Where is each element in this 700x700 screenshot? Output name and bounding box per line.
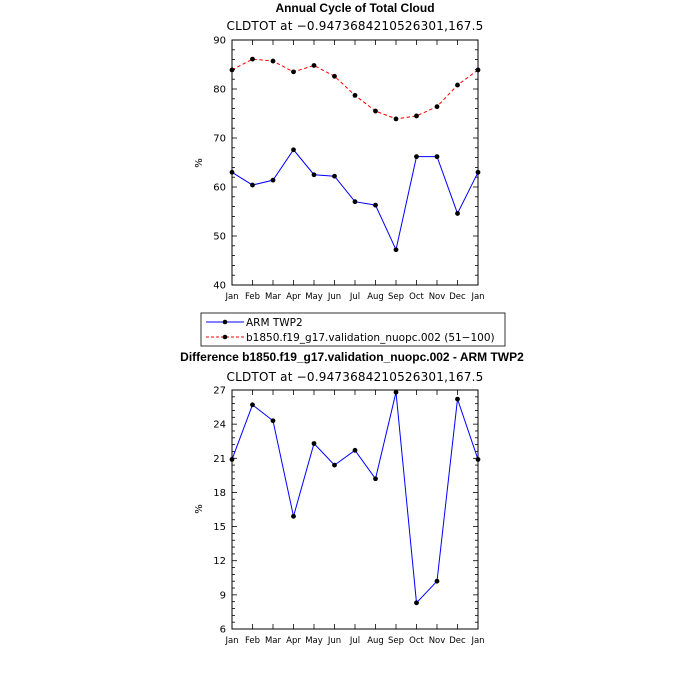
data-point — [394, 390, 399, 395]
y-tick-label: 24 — [213, 419, 226, 431]
data-point — [476, 170, 481, 175]
data-point — [353, 93, 358, 98]
chart-title: Difference b1850.f19_g17.validation_nuopc.002 - ARM TWP2 — [180, 350, 524, 364]
x-tick-label: Sep — [387, 292, 405, 302]
x-tick-label: Nov — [428, 636, 446, 646]
data-point — [312, 63, 317, 68]
data-point — [476, 67, 481, 72]
legend-marker-model — [223, 335, 228, 340]
data-point — [271, 178, 276, 183]
data-point — [435, 579, 440, 584]
x-tick-label: Jul — [349, 292, 361, 302]
x-tick-label: Jan — [471, 292, 485, 302]
data-point — [291, 514, 296, 519]
data-point — [373, 476, 378, 481]
data-point — [271, 418, 276, 423]
y-tick-label: 15 — [213, 522, 226, 534]
x-tick-label: Jan — [225, 292, 239, 302]
chart-subtitle: CLDTOT at −0.9473684210526301,167.5 — [226, 19, 484, 33]
x-tick-label: Aug — [367, 636, 384, 646]
x-tick-label: May — [305, 636, 323, 646]
data-point — [455, 83, 460, 88]
legend-marker-arm — [223, 320, 228, 325]
plot-frame — [232, 40, 478, 285]
x-tick-label: Dec — [449, 636, 466, 646]
legend — [201, 313, 505, 346]
y-tick-label: 21 — [213, 453, 226, 465]
data-point — [250, 57, 255, 62]
series-line — [232, 59, 478, 119]
data-point — [394, 247, 399, 252]
data-point — [373, 109, 378, 114]
x-tick-label: Oct — [409, 292, 424, 302]
y-tick-label: 27 — [213, 385, 226, 397]
x-tick-label: Apr — [286, 636, 301, 646]
x-tick-label: Oct — [409, 636, 424, 646]
plot-area-difference — [213, 386, 484, 647]
data-point — [332, 74, 337, 79]
data-point — [414, 114, 419, 119]
y-tick-label: 70 — [213, 133, 226, 145]
data-point — [230, 67, 235, 72]
x-tick-label: Jan — [471, 636, 485, 646]
series-line — [232, 392, 478, 603]
y-tick-label: 60 — [213, 182, 226, 194]
data-point — [250, 183, 255, 188]
y-axis-label: % — [194, 504, 205, 514]
x-tick-label: Sep — [387, 636, 405, 646]
y-tick-label: 12 — [213, 556, 226, 568]
chart-subtitle: CLDTOT at −0.9473684210526301,167.5 — [226, 370, 484, 384]
data-point — [312, 172, 317, 177]
data-point — [353, 448, 358, 453]
y-tick-label: 9 — [219, 590, 226, 602]
data-point — [291, 69, 296, 74]
y-tick-label: 6 — [219, 624, 226, 636]
chart-difference — [180, 350, 524, 646]
y-axis-label: % — [194, 158, 205, 168]
x-tick-label: Mar — [264, 636, 282, 646]
data-point — [353, 199, 358, 204]
data-point — [414, 154, 419, 159]
data-point — [230, 170, 235, 175]
data-point — [455, 211, 460, 216]
data-point — [291, 147, 296, 152]
data-point — [312, 441, 317, 446]
plot-frame — [232, 390, 478, 629]
x-tick-label: Mar — [264, 292, 282, 302]
x-tick-label: Feb — [244, 292, 261, 302]
y-tick-label: 18 — [213, 487, 226, 499]
legend-label-arm: ARM TWP2 — [246, 317, 303, 329]
plot-area-annual-cycle — [213, 36, 484, 303]
x-tick-label: Dec — [449, 292, 466, 302]
data-point — [230, 457, 235, 462]
y-tick-label: 40 — [213, 280, 226, 292]
y-tick-label: 50 — [213, 231, 226, 243]
data-point — [455, 397, 460, 402]
data-point — [394, 116, 399, 121]
chart-title: Annual Cycle of Total Cloud — [275, 1, 435, 15]
x-tick-label: Jun — [327, 292, 342, 302]
data-point — [332, 174, 337, 179]
data-point — [332, 463, 337, 468]
data-point — [476, 457, 481, 462]
data-point — [414, 600, 419, 605]
x-tick-label: Jul — [349, 636, 361, 646]
x-tick-label: May — [305, 292, 323, 302]
chart-annual-cycle — [194, 1, 485, 302]
x-tick-label: Jan — [225, 636, 239, 646]
data-point — [435, 154, 440, 159]
x-tick-label: Jun — [327, 636, 342, 646]
data-point — [271, 59, 276, 64]
y-tick-label: 80 — [213, 84, 226, 96]
data-point — [250, 402, 255, 407]
y-tick-label: 90 — [213, 35, 226, 47]
data-point — [435, 104, 440, 109]
legend-label-model: b1850.f19_g17.validation_nuopc.002 (51−100) — [246, 332, 495, 344]
x-tick-label: Apr — [286, 292, 301, 302]
data-point — [373, 203, 378, 208]
x-tick-label: Aug — [367, 292, 384, 302]
x-tick-label: Feb — [244, 636, 261, 646]
x-tick-label: Nov — [428, 292, 446, 302]
